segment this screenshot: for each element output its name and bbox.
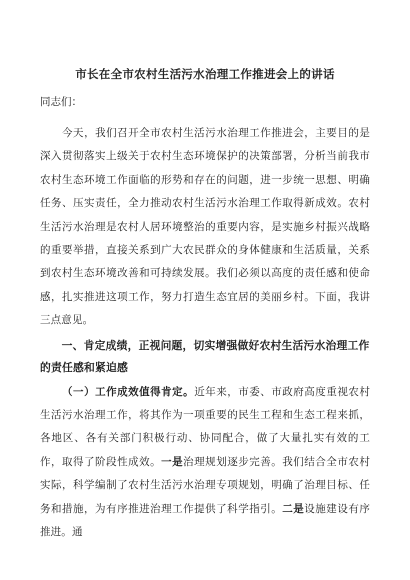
subsection-text: 近年来，市委、市政府高度重视农村生活污水治理工作，将其作为一项重要的民生工程和生态工程来抓，各地区、各有关部门积极行动、协同配合，做了大量扎实有效的工作，取得了阶段性成效。 <box>40 385 370 468</box>
point-1-text: 我们结合全市农村实际，科学编制了农村生活污水治理专项规划，明确了治理目标、任务和措施，为有序推进治理工作提供了科学指引。 <box>40 455 370 515</box>
point-2-lead: 二是 <box>282 502 305 515</box>
point-2-text: 设施建设有序推进。通 <box>40 502 370 539</box>
section-heading-1: 一、肯定成绩，正视问题，切实增强做好农村生活污水治理工作的责任感和紧迫感 <box>40 338 370 374</box>
point-1-lead: 一是 <box>161 455 184 468</box>
point-1-title: 治理规划逐步完善。 <box>183 455 283 468</box>
document-title: 市长在全市农村生活污水治理工作推进会上的讲话 <box>75 67 335 81</box>
subsection-paragraph-1 <box>40 381 370 545</box>
intro-paragraph: 今天，我们召开全市农村生活污水治理工作推进会，主要目的是深入贯彻落实上级关于农村生态环境保护的决策部署，分析当前我市农村生态环境工作面临的形势和存在的问题，进一步统一思想、明确任务、压实责任，全力推动农村生活污水治理工作取得新成效。农村生活污水治理是农村人居环境整治的重要内容，是实施乡村振兴战略的重要举措，直接关系到广大农民群众的身体健康和生活质量，关系到农村生态环境改善和可持续发展。我们必须以高度的责任感和使命感，扎实推进这项工作，努力打造生态宜居的美丽乡村。下面，我讲三点意见。 <box>40 127 370 327</box>
subsection-lead: （一）工作成效值得肯定。 <box>62 385 195 398</box>
salutation: 同志们： <box>40 96 82 108</box>
